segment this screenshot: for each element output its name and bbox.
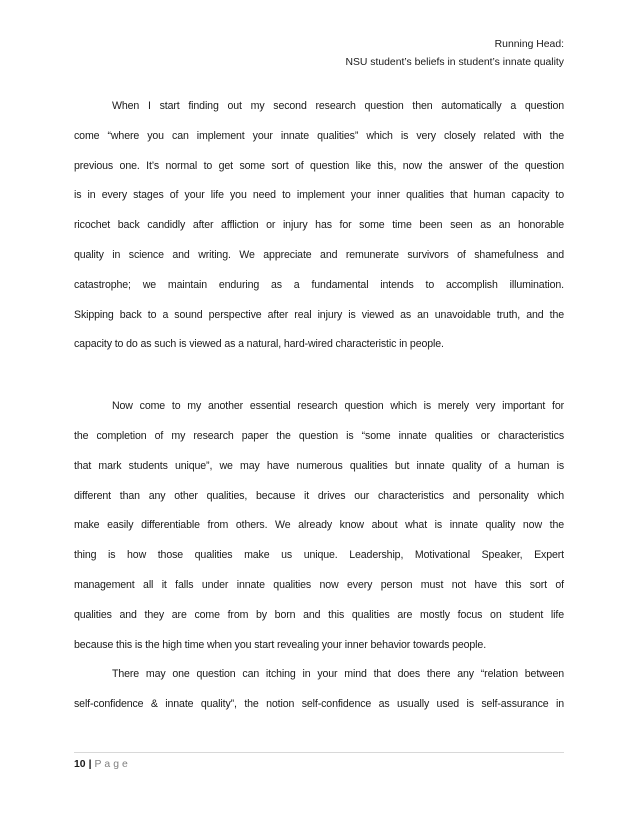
page-number: 10 bbox=[74, 759, 86, 770]
paragraph-line: come “where you can implement your innate qualities” which is very closely related with the bbox=[74, 129, 564, 142]
paragraph-line: that mark students unique”, we may have numerous qualities but innate quality of a human is bbox=[74, 459, 564, 472]
paragraph-line: catastrophe; we maintain enduring as a fundamental intends to accomplish illumination. bbox=[74, 278, 564, 291]
page-word: Page bbox=[94, 759, 131, 770]
paragraph-line: is in every stages of your life you need to implement your inner qualities that human capacity to bbox=[74, 189, 564, 202]
paragraph-line: the completion of my research paper the question is “some innate qualities or characteristics bbox=[74, 429, 564, 442]
paragraph-line: There may one question can itching in your mind that does there any “relation between bbox=[112, 668, 564, 681]
paragraph-line: capacity to do as such is viewed as a natural, hard-wired characteristic in people. bbox=[74, 338, 444, 351]
paragraph-line: qualities and they are come from by born and this qualities are mostly focus on student life bbox=[74, 608, 564, 621]
running-head bbox=[345, 36, 564, 72]
paragraph-line: Now come to my another essential research question which is merely very important for bbox=[112, 400, 564, 413]
paragraph-line: management all it falls under innate qualities now every person must not have this sort of bbox=[74, 578, 564, 591]
paragraph-2 bbox=[74, 392, 564, 660]
paragraph-line: different than any other qualities, because it drives our characteristics and personality which bbox=[74, 489, 564, 502]
page-footer bbox=[74, 752, 564, 770]
paragraph-line: self-confidence & innate quality”, the notion self-confidence as usually used is self-assurance in bbox=[74, 698, 564, 711]
body-text bbox=[74, 92, 564, 720]
footer-separator: | bbox=[88, 759, 92, 770]
paragraph-line: ricochet back candidly after affliction or injury has for some time been seen as an honorable bbox=[74, 219, 564, 232]
paragraph-line: make easily differentiable from others. We already know about what is innate quality now the bbox=[74, 519, 564, 532]
running-head-title: NSU student’s beliefs in student’s innate quality bbox=[345, 57, 564, 68]
paragraph-line: because this is the high time when you start revealing your inner behavior towards people. bbox=[74, 638, 487, 651]
paragraph-spacer bbox=[74, 360, 564, 392]
paragraph-line: When I start finding out my second research question then automatically a question bbox=[112, 100, 564, 112]
paragraph-line: Skipping back to a sound perspective after real injury is viewed as an unavoidable truth, and the bbox=[74, 308, 564, 321]
paragraph-line: thing is how those qualities make us unique. Leadership, Motivational Speaker, Expert bbox=[74, 549, 564, 562]
running-head-label: Running Head: bbox=[494, 39, 564, 50]
paragraph-3 bbox=[74, 660, 564, 720]
paragraph-1 bbox=[74, 92, 564, 360]
paragraph-line: previous one. It’s normal to get some sort of question like this, now the answer of the question bbox=[74, 159, 564, 172]
paragraph-line: quality in science and writing. We appreciate and remunerate survivors of shamefulness and bbox=[74, 248, 564, 261]
